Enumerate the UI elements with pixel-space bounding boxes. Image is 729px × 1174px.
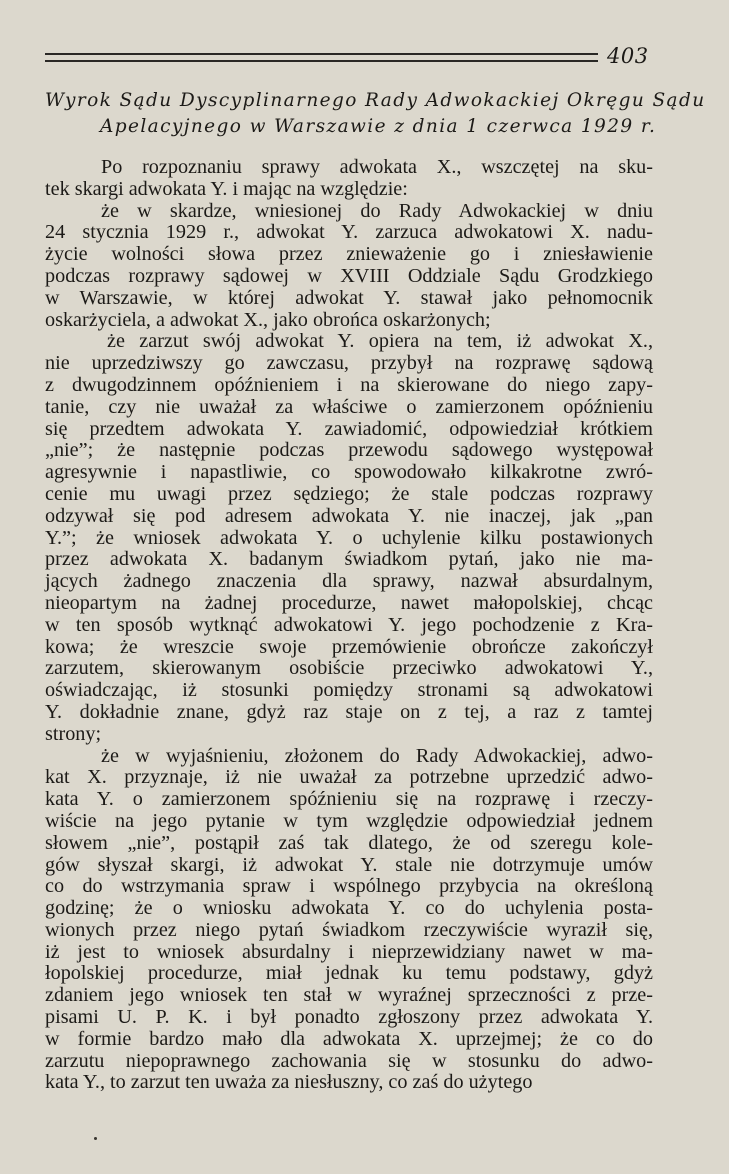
body-line: tanie, czy nie uważał za właściwe o zamierzonem opóźnieniu <box>45 395 653 418</box>
body-line: Y. dokładnie znane, gdyż raz staje on z tej, a raz z tamtej <box>45 700 653 723</box>
body-line: odzywał się pod adresem adwokata Y. nie inaczej, jak „pan <box>45 504 653 527</box>
body-line: zdaniem jego wniosek ten stał w wyraźnej sprzeczności z prze- <box>45 984 653 1007</box>
body-line: zarzutu niepoprawnego zachowania się w stosunku do adwo- <box>45 1049 653 1072</box>
judgment-body-text <box>45 157 653 1094</box>
body-line: kata Y., to zarzut ten uważa za niesłuszny, co zaś do użytego <box>45 1071 533 1094</box>
body-line: Y.”; że wniosek adwokata Y. o uchylenie kilku postawionych <box>45 526 653 549</box>
body-line: iż jest to wniosek absurdalny i nieprzewidziany nawet w ma- <box>45 940 653 963</box>
body-line: łopolskiej procedurze, miał jednak ku temu podstawy, gdyż <box>45 962 653 985</box>
body-line: oskarżyciela, a adwokat X., jako obrońca oskarżonych; <box>45 308 491 331</box>
body-line: kata Y. o zamierzonem spóźnieniu się na rozprawę i rzeczy- <box>45 788 653 811</box>
body-line: kowa; że wreszcie swoje przemówienie obrończe zakończył <box>45 635 653 658</box>
body-line: zarzutem, skierowanym osobiście przeciwko adwokatowi Y., <box>45 657 653 680</box>
body-line: oświadczając, iż stosunki pomiędzy stronami są adwokatowi <box>45 679 653 702</box>
body-line: Po rozpoznaniu sprawy adwokata X., wszczętej na sku- <box>101 156 653 178</box>
print-speck <box>94 1137 97 1140</box>
body-line: agresywnie i napastliwie, co spowodowało kilkakrotne zwró- <box>45 461 653 484</box>
body-line: tek skargi adwokata Y. i mając na względzie: <box>45 177 408 200</box>
body-line: nie uprzedziwszy go zawczasu, przybył na rozprawę sądową <box>45 352 653 375</box>
body-line: kat X. przyznaje, iż nie uważał za potrzebne uprzedzić adwo- <box>45 766 653 789</box>
heading-line-1: Wyrok Sądu Dyscyplinarnego Rady Adwokackiej Okręgu Sądu <box>45 90 706 111</box>
body-line: strony; <box>45 722 102 745</box>
body-line: w formie bardzo mało dla adwokata X. uprzejmej; że co do <box>45 1027 653 1050</box>
body-line: nieopartym na żadnej procedurze, nawet małopolskiej, chcąc <box>45 591 653 614</box>
body-line: z dwugodzinnem opóźnieniem i na skierowane do niego zapy- <box>45 373 653 396</box>
body-line: godzinę; że o wniosku adwokata Y. co do uchylenia posta- <box>45 897 653 920</box>
body-line: w ten sposób wytknąć adwokatowi Y. jego pochodzenie z Kra- <box>45 613 653 636</box>
body-line: że w skardze, wniesionej do Rady Adwokackiej w dniu <box>101 199 653 222</box>
body-line: że w wyjaśnieniu, złożonem do Rady Adwokackiej, adwo- <box>101 744 653 767</box>
body-line: wiście na jego pytanie w tym względzie odpowiedział jednem <box>45 809 653 832</box>
body-line: życie wolności słowa przez znieważenie go i zniesławienie <box>45 243 653 266</box>
body-line: 24 stycznia 1929 r., adwokat Y. zarzuca adwokatowi X. nadu- <box>45 221 653 244</box>
body-line: podczas rozprawy sądowej w XVIII Oddziale Sądu Grodzkiego <box>45 264 653 287</box>
body-line: jących żadnego znaczenia dla sprawy, nazwał absurdalnym, <box>45 570 653 593</box>
body-line: cenie mu uwagi przez sędziego; że stale podczas rozprawy <box>45 482 653 505</box>
body-line: się przedtem adwokata Y. zawiadomić, odpowiedział krótkiem <box>45 417 653 440</box>
body-line: przez adwokata X. badanym świadkom pytań, jako nie ma- <box>45 548 653 571</box>
heading-line-2: Apelacyjnego w Warszawie z dnia 1 czerwca 1929 r. <box>100 116 657 137</box>
body-line: gów słyszał skargi, iż adwokat Y. stale nie dotrzymuje umów <box>45 853 653 876</box>
body-line: wionych przez niego pytań świadkom rzeczywiście wyraził się, <box>45 918 653 941</box>
header-double-rule <box>45 53 598 62</box>
body-line: „nie”; że następnie podczas przewodu sądowego występował <box>45 439 653 462</box>
body-line: co do wstrzymania spraw i wspólnego przybycia na określoną <box>45 875 653 898</box>
body-line: pisami U. P. K. i był ponadto zgłoszony przez adwokata Y. <box>45 1006 653 1029</box>
page-number: 403 <box>607 44 649 68</box>
body-line: słowem „nie”, postąpił zaś tak dlatego, że od szeregu kole- <box>45 831 653 854</box>
body-line: że zarzut swój adwokat Y. opiera na tem, iż adwokat X., <box>107 330 653 353</box>
body-line: w Warszawie, w której adwokat Y. stawał jako pełnomocnik <box>45 286 653 309</box>
